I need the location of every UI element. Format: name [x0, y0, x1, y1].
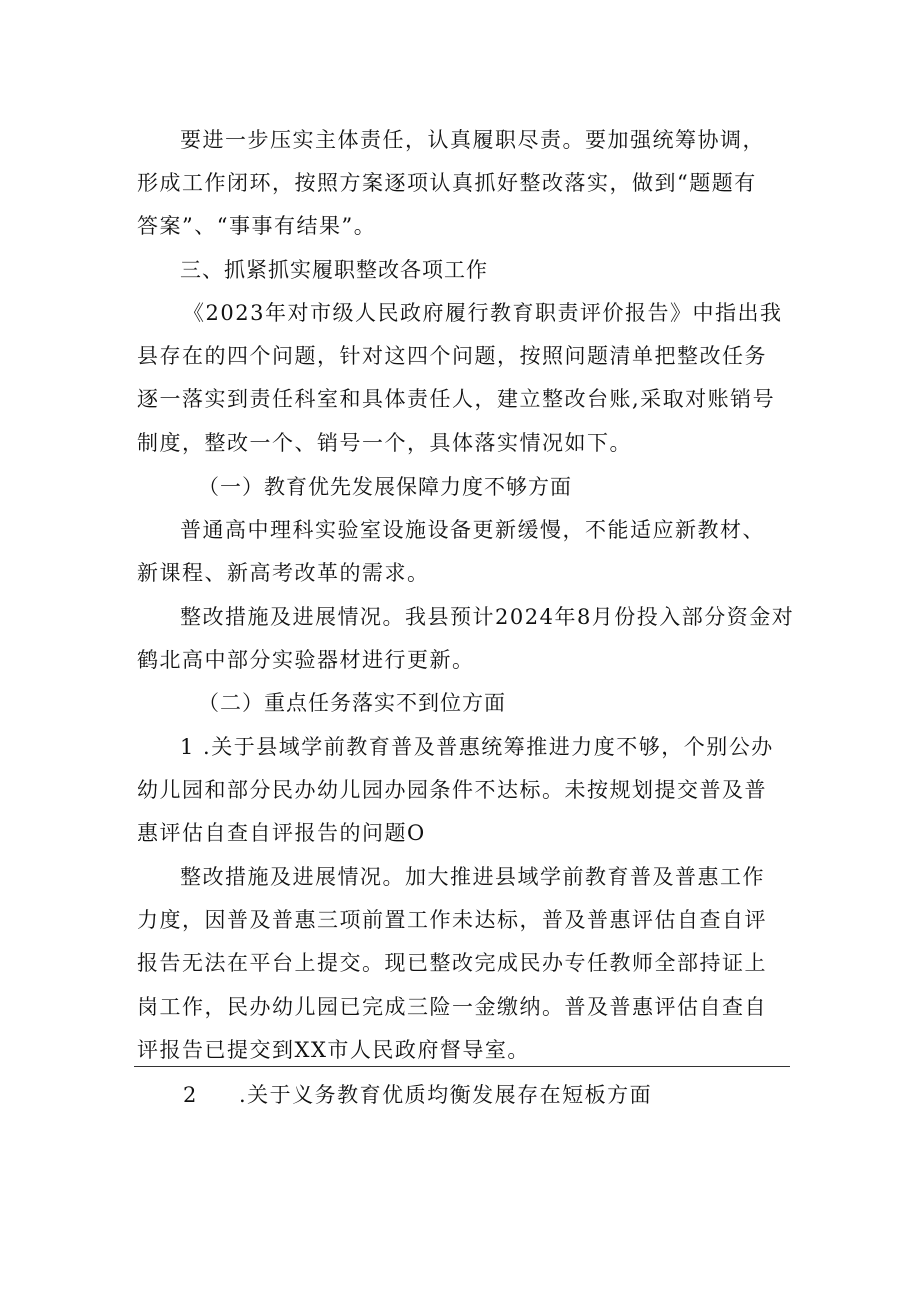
paragraph-line: 逐一落实到责任科室和具体责任人，建立整改台账,采取对账销号: [137, 387, 776, 411]
paragraph-line: 普通高中理科实验室设施设备更新缓慢，不能适应新教材、: [180, 518, 765, 542]
paragraph-line: 整改措施及进展情况。加大推进县域学前教育普及普惠工作: [180, 865, 765, 889]
paragraph-line: 要进一步压实主体责任，认真履职尽责。要加强统筹协调，: [180, 128, 765, 152]
paragraph-line: 县存在的四个问题，针对这四个问题，按照问题清单把整改任务: [137, 344, 767, 368]
paragraph-line: 新课程、新高考改革的需求。: [137, 561, 430, 585]
section-heading: 三、抓紧抓实履职整改各项工作: [180, 258, 488, 282]
paragraph-line: 制度，整改一个、销号一个，具体落实情况如下。: [137, 431, 632, 455]
paragraph-line: 鹤北高中部分实验器材进行更新。: [137, 648, 475, 672]
horizontal-rule: [134, 1066, 790, 1067]
paragraph-line: 1 .关于县域学前教育普及普惠统筹推进力度不够，个别公办: [180, 735, 774, 759]
subsection-heading: （一）教育优先发展保障力度不够方面: [198, 475, 572, 499]
paragraph-line: 力度，因普及普惠三项前置工作未达标，普及普惠评估自查自评: [137, 908, 767, 932]
paragraph-line: 答案”、“事事有结果”。: [137, 214, 377, 238]
paragraph-line: 岗工作，民办幼儿园已完成三险一金缴纳。普及普惠评估自查自: [137, 995, 767, 1019]
paragraph-line: 惠评估自查自评报告的问题O: [137, 821, 426, 845]
item-text: .关于义务教育优质均衡发展存在短板方面: [239, 1083, 653, 1107]
paragraph-line: 整改措施及进展情况。我县预计2024年8月份投入部分资金对: [180, 605, 795, 629]
subsection-heading: （二）重点任务落实不到位方面: [198, 691, 506, 715]
paragraph-line: 评报告已提交到XX市人民政府督导室。: [137, 1038, 530, 1062]
paragraph-line: 幼儿园和部分民办幼儿园办园条件不达标。未按规划提交普及普: [137, 778, 767, 802]
paragraph-line: 报告无法在平台上提交。现已整改完成民办专任教师全部持证上: [137, 951, 767, 975]
paragraph-line: 《2023年对市级人民政府履行教育职责评价报告》中指出我: [183, 301, 783, 325]
item-number: 2: [183, 1083, 198, 1107]
list-item: [183, 1080, 652, 1110]
paragraph-line: 形成工作闭环，按照方案逐项认真抓好整改落实，做到“题题有: [137, 171, 757, 195]
